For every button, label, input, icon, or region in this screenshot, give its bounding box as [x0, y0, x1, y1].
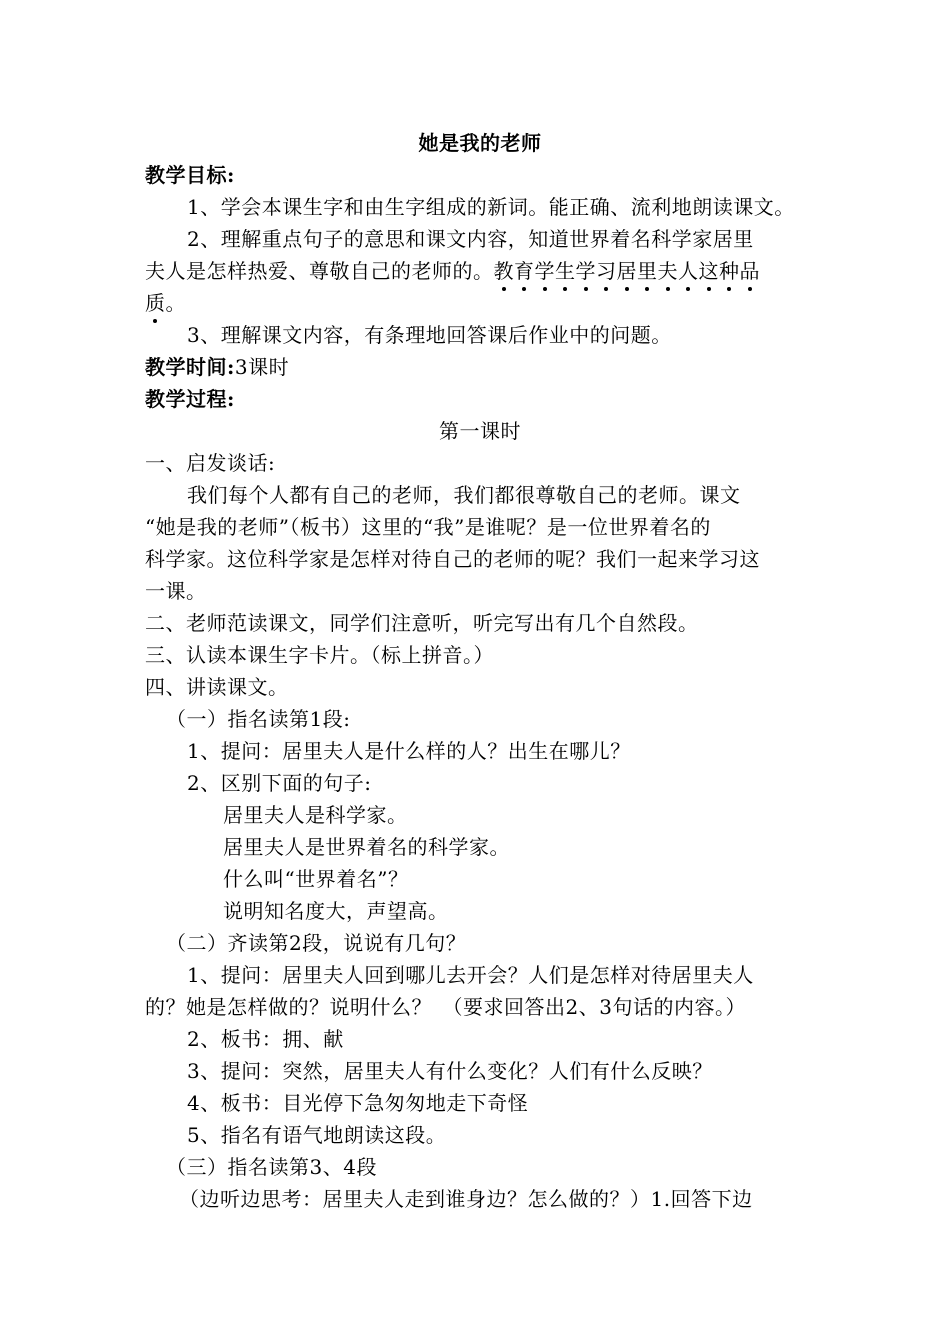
dotted-character: 种 — [719, 255, 740, 287]
dotted-character: 居 — [617, 255, 638, 287]
section-1-title: 一、启发谈话: — [145, 451, 276, 475]
dotted-character: 教 — [494, 255, 515, 287]
subsection-c-item-1: （边听边思考：居里夫人走到谁身边？怎么做的？）1.回答下边 — [179, 1187, 753, 1211]
subsection-a-item-2: 2、区别下面的句子: — [187, 771, 372, 795]
subsection-a-item-1: 1、提问：居里夫人是什么样的人？出生在哪儿？ — [187, 739, 631, 763]
dotted-character: 里 — [637, 255, 658, 287]
dotted-character: 生 — [555, 255, 576, 287]
dotted-character: 这 — [699, 255, 720, 287]
dotted-character: 育 — [514, 255, 535, 287]
goal-item-2-line-3 — [145, 287, 815, 319]
sentence-1: 居里夫人是科学家。 — [223, 803, 408, 827]
section-2: 二、老师范读课文，同学们注意听，听完写出有几个自然段。 — [145, 611, 699, 635]
goal-item-3: 3、理解课文内容，有条理地回答课后作业中的问题。 — [187, 323, 672, 347]
emphasis-dotted-text-end — [145, 291, 166, 315]
section-3: 三、认读本课生字卡片。（标上拼音。） — [145, 643, 494, 667]
time-value: 3课时 — [234, 355, 290, 379]
subsection-b-title: （二）齐读第2段，说说有几句？ — [166, 931, 467, 955]
teaching-time — [145, 351, 815, 383]
sentence-4: 说明知名度大，声望高。 — [223, 899, 449, 923]
section-4: 四、讲读课文。 — [145, 675, 289, 699]
subsection-b-item-4: 4、板书：目光停下急匆匆地走下奇怪 — [187, 1091, 529, 1115]
goals-heading: 教学目标: — [145, 163, 235, 187]
subsection-b-item-2: 2、板书：拥、献 — [187, 1027, 344, 1051]
lesson-heading: 第一课时 — [439, 419, 521, 443]
dotted-character: 夫 — [658, 255, 679, 287]
document-title: 她是我的老师 — [418, 131, 542, 155]
section-1-paragraph-line-1: 我们每个人都有自己的老师，我们都很尊敬自己的老师。课文 — [187, 483, 741, 507]
subsection-c-title: （三）指名读第3、4段 — [166, 1155, 377, 1179]
dotted-character: 质 — [145, 287, 166, 319]
goal-item-2-line-2 — [145, 255, 815, 287]
dotted-character: 学 — [535, 255, 556, 287]
section-1-paragraph-line-4: 一课。 — [145, 579, 207, 603]
dotted-character: 人 — [678, 255, 699, 287]
goal-item-1: 1、学会本课生字和由生字组成的新词。能正确、流利地朗读课文。 — [187, 195, 795, 219]
section-1-paragraph-line-2: “她是我的老师”（板书）这里的“我”是谁呢？是一位世界着名的 — [145, 515, 711, 539]
subsection-b-item-5: 5、指名有语气地朗读这段。 — [187, 1123, 447, 1147]
subsection-a-title: （一）指名读第1段: — [166, 707, 351, 731]
dotted-character: 品 — [740, 255, 761, 287]
goal-item-2-plain-text: 夫人是怎样热爱、尊敬自己的老师的。 — [145, 259, 494, 283]
subsection-b-item-3: 3、提问：突然，居里夫人有什么变化？人们有什么反映？ — [187, 1059, 713, 1083]
section-1-paragraph-line-3: 科学家。这位科学家是怎样对待自己的老师的呢？我们一起来学习这 — [145, 547, 760, 571]
time-heading: 教学时间: — [145, 355, 235, 379]
sentence-2: 居里夫人是世界着名的科学家。 — [223, 835, 510, 859]
subsection-b-item-1-line-1: 1、提问：居里夫人回到哪儿去开会？人们是怎样对待居里夫人 — [187, 963, 754, 987]
sentence-3: 什么叫“世界着名”？ — [223, 867, 409, 891]
goal-item-2-period: 。 — [165, 291, 186, 315]
subsection-b-item-1-line-2: 的？她是怎样做的？说明什么？ （要求回答出2、3句话的内容。） — [145, 995, 746, 1019]
process-heading: 教学过程: — [145, 387, 235, 411]
emphasis-dotted-text — [494, 259, 761, 283]
dotted-character: 习 — [596, 255, 617, 287]
dotted-character: 学 — [576, 255, 597, 287]
goal-item-2-line-1: 2、理解重点句子的意思和课文内容，知道世界着名科学家居里 — [187, 227, 754, 251]
